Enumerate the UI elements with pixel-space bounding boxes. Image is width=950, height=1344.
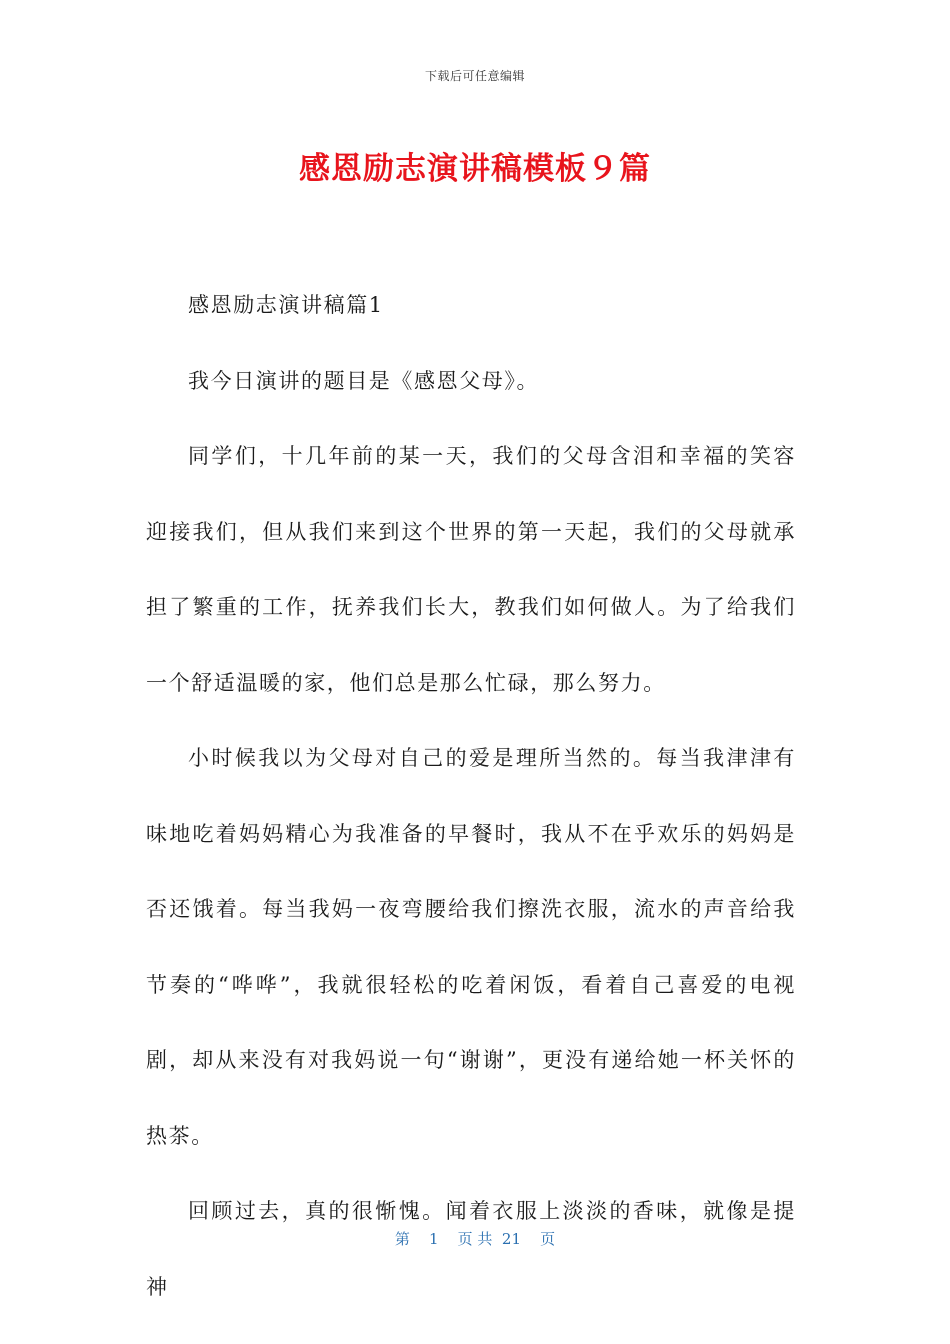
page-label-suffix: 页 <box>540 1230 556 1248</box>
page-label-mid: 页 共 <box>457 1230 493 1248</box>
header-note: 下载后可任意编辑 <box>424 69 525 83</box>
paragraph: 回顾过去，真的很惭愧。闻着衣服上淡淡的香味，就像是提神 <box>146 1199 796 1299</box>
paragraph: 同学们，十几年前的某一天，我们的父母含泪和幸福的笑容迎接我们，但从我们来到这个世界的第一天起，我们的父母就承担了繁重的工作，抚养我们长大，教我们如何做人。为了给我们一个舒适温暖的家，他们总是那么忙碌，那么努力。 <box>146 444 796 695</box>
document-title: 感恩励志演讲稿模板９篇 <box>299 151 651 187</box>
document-body <box>146 268 796 1325</box>
page-footer <box>0 1228 950 1249</box>
section-heading: 感恩励志演讲稿篇1 <box>188 293 384 317</box>
paragraph: 小时候我以为父母对自己的爱是理所当然的。每当我津津有味地吃着妈妈精心为我准备的早餐时，我从不在乎欢乐的妈妈是否还饿着。每当我妈一夜弯腰给我们擦洗衣服，流水的声音给我节奏的“哗哗”，我就很轻松的吃着闲饭，看着自己喜爱的电视剧，却从来没有对我妈说一句“谢谢”，更没有递给她一杯关怀的热茶。 <box>146 746 796 1148</box>
paragraph: 我今日演讲的题目是《感恩父母》。 <box>188 368 540 393</box>
total-pages-number: 21 <box>501 1230 522 1248</box>
current-page-number: 1 <box>428 1230 439 1248</box>
page-label-prefix: 第 <box>394 1230 410 1248</box>
